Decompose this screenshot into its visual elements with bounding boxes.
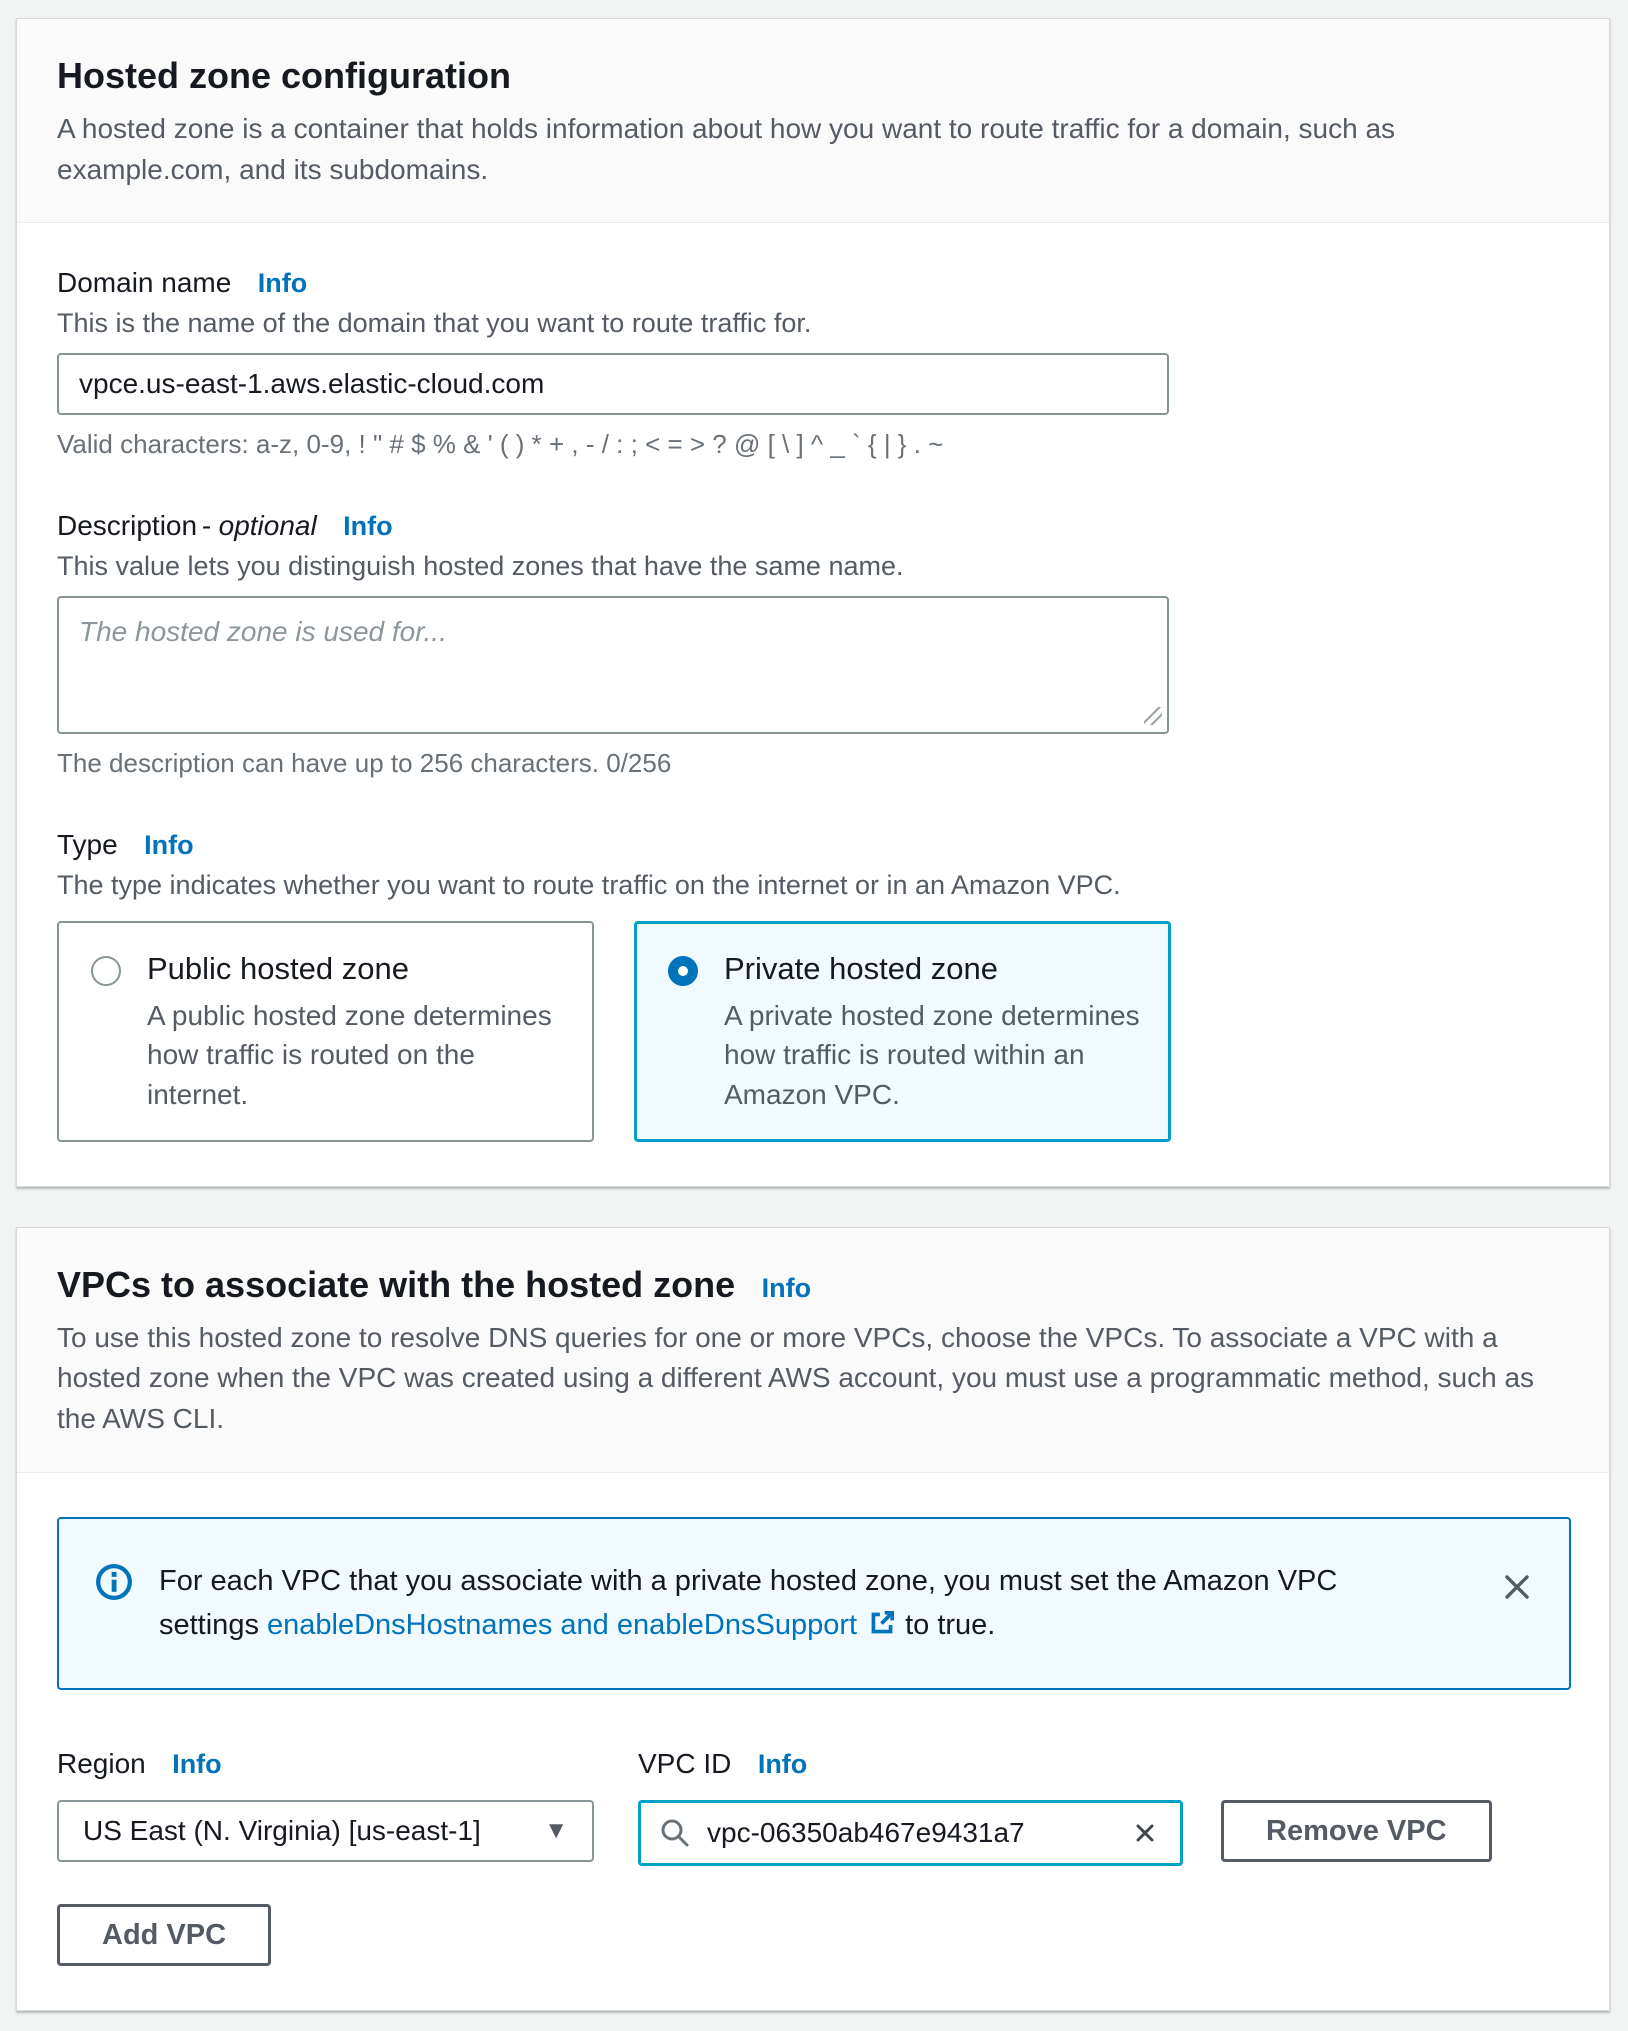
private-hosted-zone-tile[interactable]: [634, 921, 1171, 1142]
hosted-zone-panel-title: Hosted zone configuration: [57, 55, 511, 96]
vpc-settings-info-alert: [57, 1517, 1571, 1691]
vpc-id-search-box: [638, 1800, 1183, 1866]
type-label: Type: [57, 829, 118, 861]
description-textarea[interactable]: [57, 596, 1169, 734]
description-character-count-hint: The description can have up to 256 characters. 0/256: [57, 748, 672, 779]
vpc-panel-header: [17, 1228, 1609, 1473]
vpc-panel-body: [17, 1473, 1609, 2011]
public-hosted-zone-title: Public hosted zone: [147, 951, 409, 987]
public-hosted-zone-tile[interactable]: [57, 921, 594, 1142]
add-vpc-button[interactable]: Add VPC: [57, 1904, 271, 1966]
hosted-zone-panel-header: [17, 19, 1609, 223]
chevron-down-icon: ▼: [544, 1817, 568, 1845]
type-field: [57, 829, 1569, 1142]
description-description: This value lets you distinguish hosted zones that have the same name.: [57, 551, 904, 582]
hosted-zone-panel-body: [17, 223, 1609, 1186]
vpc-id-label: VPC ID: [638, 1748, 732, 1780]
region-selected-value: US East (N. Virginia) [us-east-1]: [83, 1815, 481, 1847]
vpcs-to-associate-panel: [16, 1227, 1610, 2012]
enable-dns-link[interactable]: enableDnsHostnames and enableDnsSupport: [267, 1609, 858, 1642]
description-label: Description: [57, 510, 198, 542]
domain-name-label: Domain name: [57, 267, 232, 299]
description-info-link[interactable]: Info: [343, 511, 393, 542]
hosted-zone-configuration-panel: [16, 18, 1610, 1187]
clear-input-icon[interactable]: [1128, 1816, 1162, 1850]
external-link-icon[interactable]: [867, 1613, 897, 1645]
description-optional-suffix: - optional: [201, 510, 317, 542]
vpc-panel-title: VPCs to associate with the hosted zone: [57, 1263, 736, 1305]
type-description: The type indicates whether you want to route traffic on the internet or in an Amazon VPC.: [57, 870, 1121, 901]
domain-name-input[interactable]: [57, 353, 1169, 415]
vpc-id-input[interactable]: [705, 1816, 1128, 1850]
description-textarea-wrap: [57, 596, 1169, 734]
domain-name-field: [57, 267, 1569, 460]
alert-text: For each VPC that you associate with a private hosted zone, you must set the Amazon VPC settings: [159, 1564, 1338, 1642]
private-hosted-zone-radio-icon[interactable]: [668, 956, 698, 986]
hosted-zone-panel-subtitle: A hosted zone is a container that holds information about how you want to route traffic for a domain, such as example.com, and its subdomains.: [57, 113, 1396, 185]
search-icon: [659, 1817, 691, 1849]
info-circle-icon: [95, 1563, 133, 1606]
description-field: [57, 510, 1569, 779]
private-hosted-zone-description: A private hosted zone determines how traffic is routed within an Amazon VPC.: [724, 1000, 1140, 1110]
domain-name-valid-characters-hint: Valid characters: a-z, 0-9, ! " # $ % & ' ( ) * + , - / : ; < = > ? @ [ \ ] ^ _ ` { | } . ~: [57, 429, 944, 460]
region-select[interactable]: [57, 1800, 594, 1862]
vpc-association-row: [57, 1748, 1569, 1866]
vpc-id-column: [638, 1748, 1183, 1866]
alert-text-after: to true.: [905, 1609, 996, 1642]
vpc-panel-subtitle: To use this hosted zone to resolve DNS queries for one or more VPCs, choose the VPCs. To associate a VPC with a hosted zone when the VPC was created using a different AWS account, you must use a programmatic method, such as the AWS CLI.: [57, 1321, 1535, 1434]
vpc-id-info-link[interactable]: Info: [757, 1749, 808, 1780]
alert-close-icon[interactable]: [1495, 1565, 1539, 1609]
public-hosted-zone-radio-icon[interactable]: [91, 956, 121, 986]
public-hosted-zone-description: A public hosted zone determines how traffic is routed on the internet.: [147, 1000, 552, 1110]
type-info-link[interactable]: Info: [144, 830, 194, 861]
domain-name-info-link[interactable]: Info: [257, 268, 308, 299]
region-label: Region: [57, 1748, 146, 1780]
region-info-link[interactable]: Info: [172, 1749, 222, 1780]
remove-vpc-button[interactable]: Remove VPC: [1221, 1800, 1492, 1862]
vpc-panel-info-link[interactable]: Info: [761, 1272, 812, 1303]
domain-name-description: This is the name of the domain that you want to route traffic for.: [57, 308, 812, 339]
type-radio-tiles: [57, 921, 1569, 1142]
private-hosted-zone-title: Private hosted zone: [724, 951, 999, 987]
